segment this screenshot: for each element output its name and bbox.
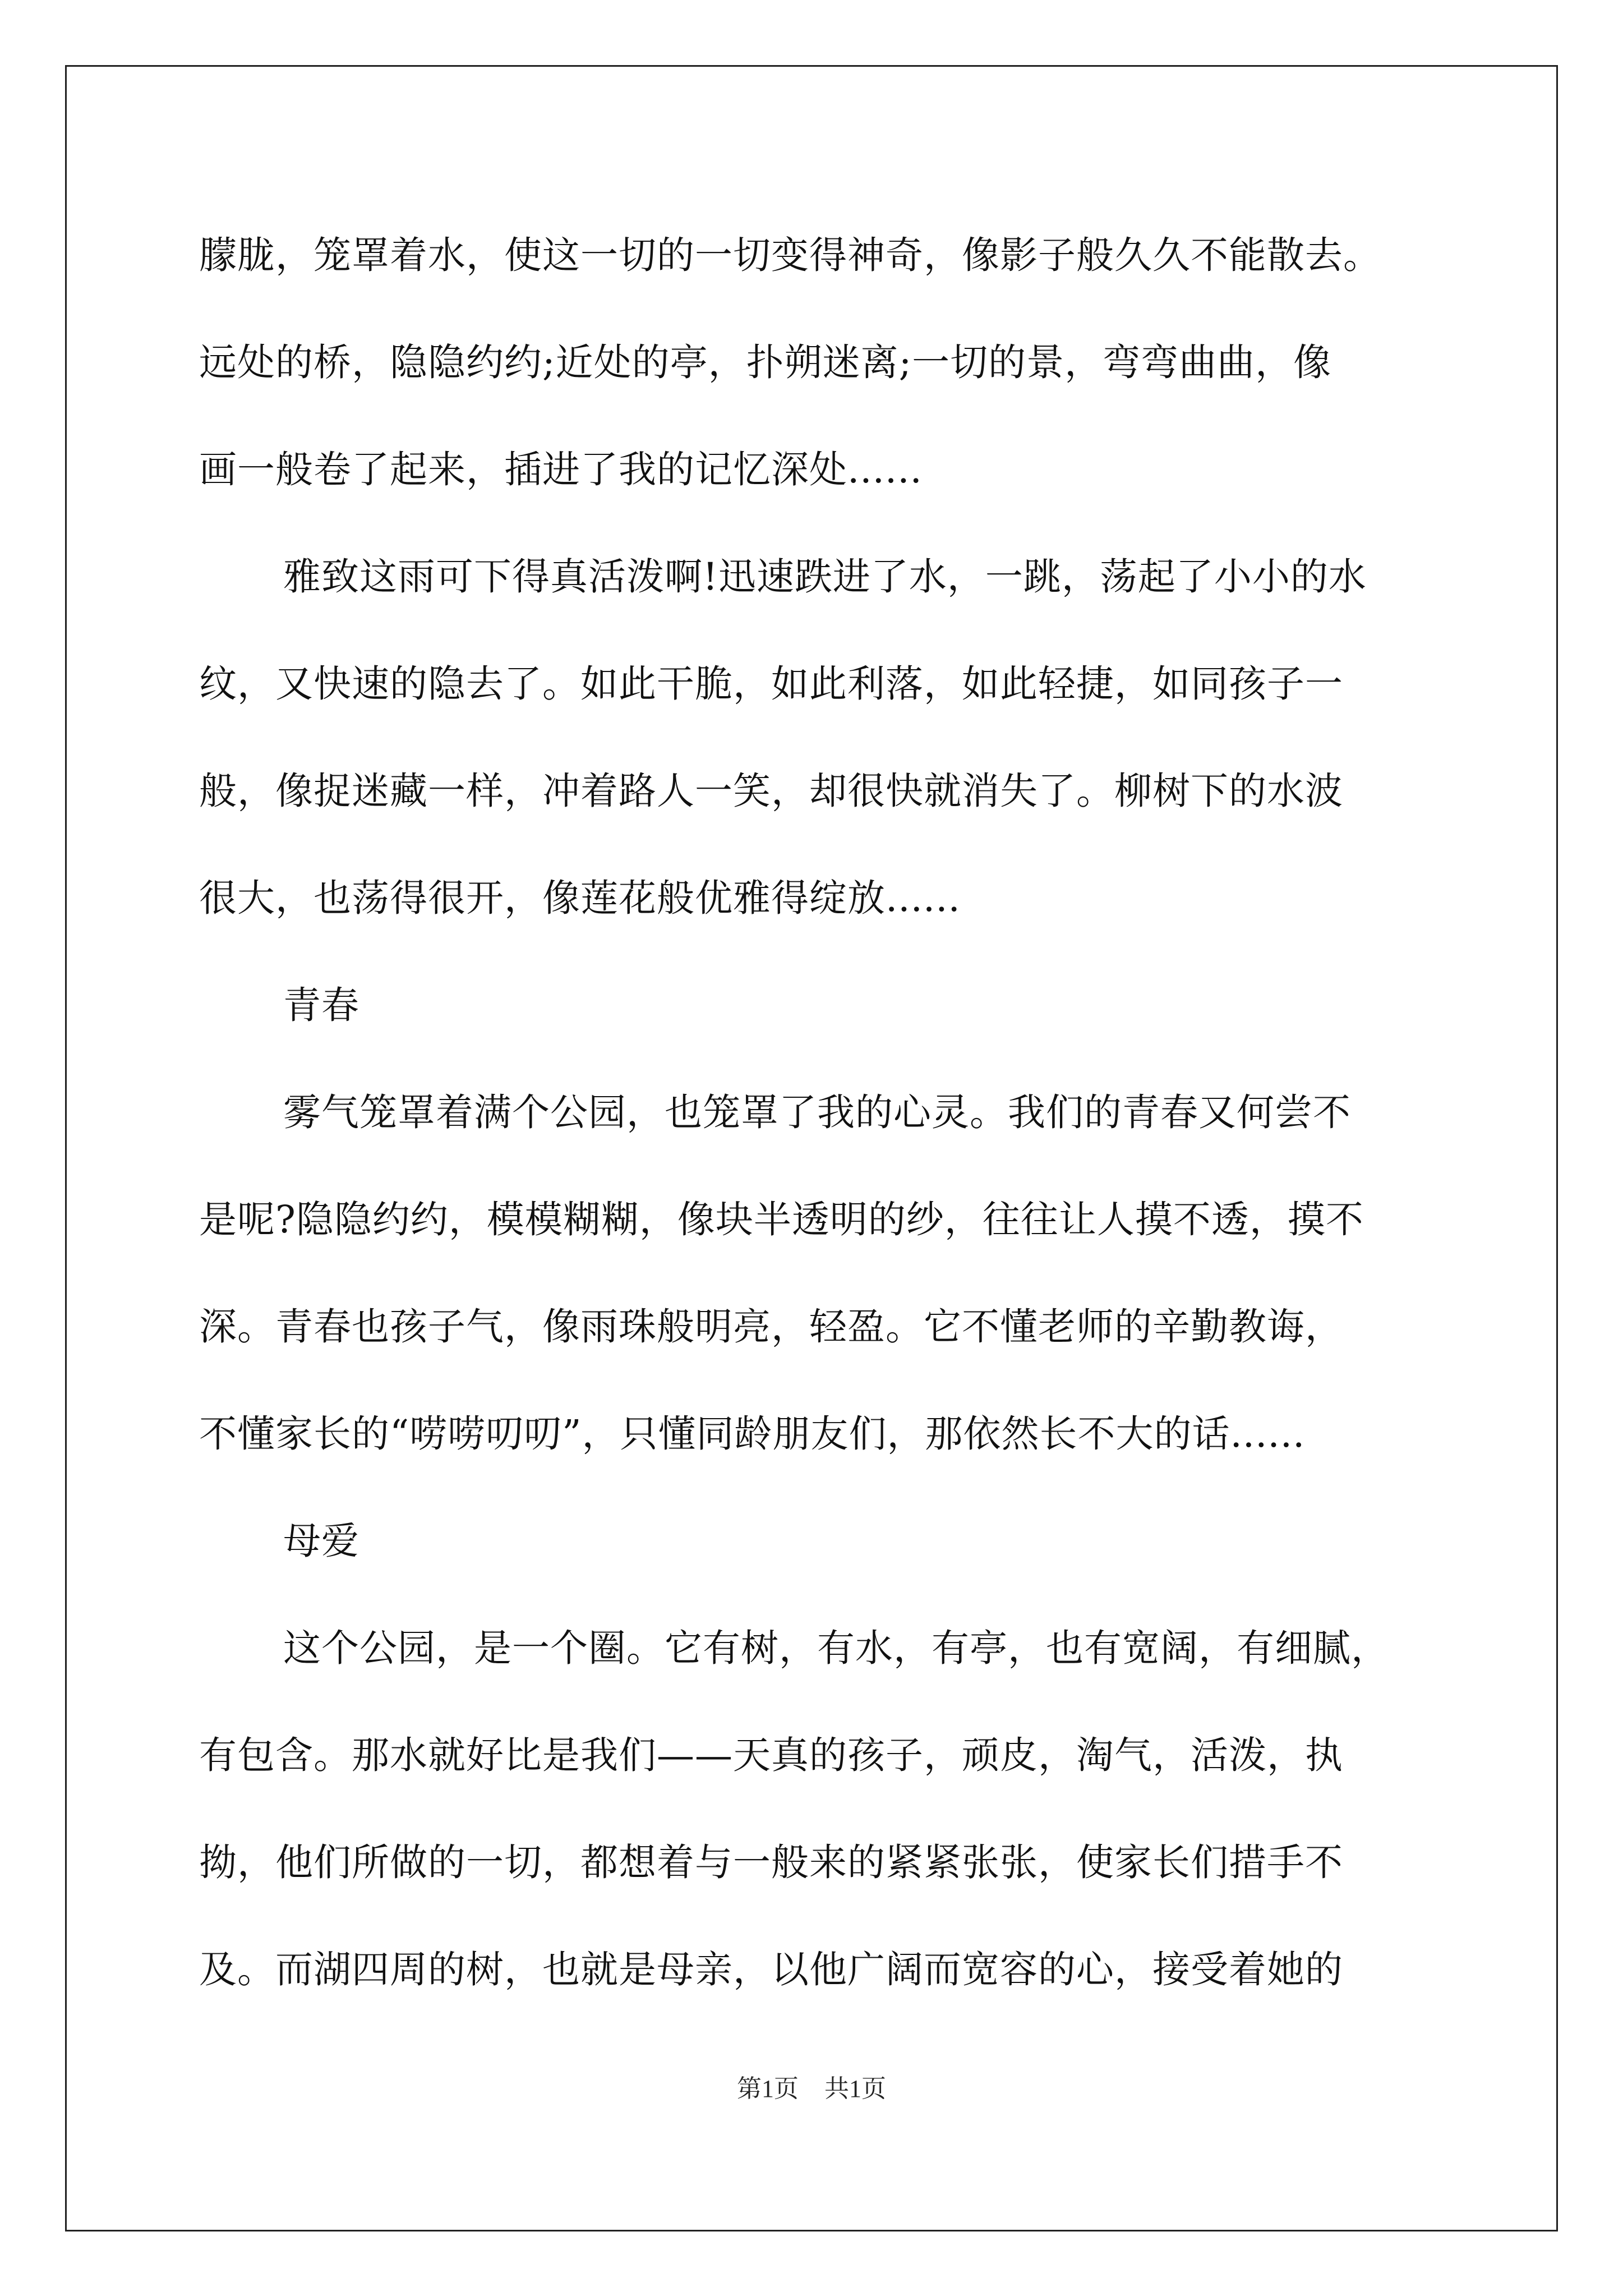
text-line-12: 不懂家长的“唠唠叨叨”，只懂同龄朋友们，那依然长不大的话......	[199, 1412, 1306, 1456]
text-line-7: 很大，也荡得很开，像莲花般优雅得绽放......	[199, 876, 961, 920]
page-number: 第1页	[737, 2075, 799, 2102]
total-pages: 共1页	[824, 2075, 886, 2102]
text-line-4: 雅致这雨可下得真活泼啊!迅速跌进了水，一跳，荡起了小小的水	[283, 555, 1367, 599]
section-heading-mother-love: 母爱	[283, 1519, 359, 1563]
text-line-10: 是呢?隐隐约约，模模糊糊，像块半透明的纱，往往让人摸不透，摸不	[199, 1198, 1364, 1241]
text-line-17: 及。而湖四周的树，也就是母亲，以他广阔而宽容的心，接受着她的	[199, 1948, 1343, 1991]
text-line-2: 远处的桥，隐隐约约;近处的亭，扑朔迷离;一切的景，弯弯曲曲，像	[199, 341, 1332, 384]
text-line-15: 有包含。那水就好比是我们——天真的孩子，顽皮，淘气，活泼，执	[199, 1733, 1343, 1777]
text-line-9: 雾气笼罩着满个公园，也笼罩了我的心灵。我们的青春又何尝不	[283, 1091, 1351, 1134]
text-line-3: 画一般卷了起来，插进了我的记忆深处......	[199, 448, 923, 491]
text-line-11: 深。青春也孩子气，像雨珠般明亮，轻盈。它不懂老师的辛勤教诲，	[199, 1305, 1343, 1349]
text-line-14: 这个公园，是一个圈。它有树，有水，有亭，也有宽阔，有细腻，	[283, 1626, 1389, 1670]
text-line-5: 纹，又快速的隐去了。如此干脆，如此利落，如此轻捷，如同孩子一	[199, 662, 1343, 706]
text-line-1: 朦胧，笼罩着水，使这一切的一切变得神奇，像影子般久久不能散去。	[199, 233, 1381, 277]
section-heading-youth: 青春	[283, 983, 359, 1027]
page-footer	[0, 2072, 1623, 2106]
document-body	[199, 202, 1450, 2023]
text-line-6: 般，像捉迷藏一样，冲着路人一笑，却很快就消失了。柳树下的水波	[199, 769, 1343, 813]
text-line-16: 拗，他们所做的一切，都想着与一般来的紧紧张张，使家长们措手不	[199, 1841, 1343, 1884]
